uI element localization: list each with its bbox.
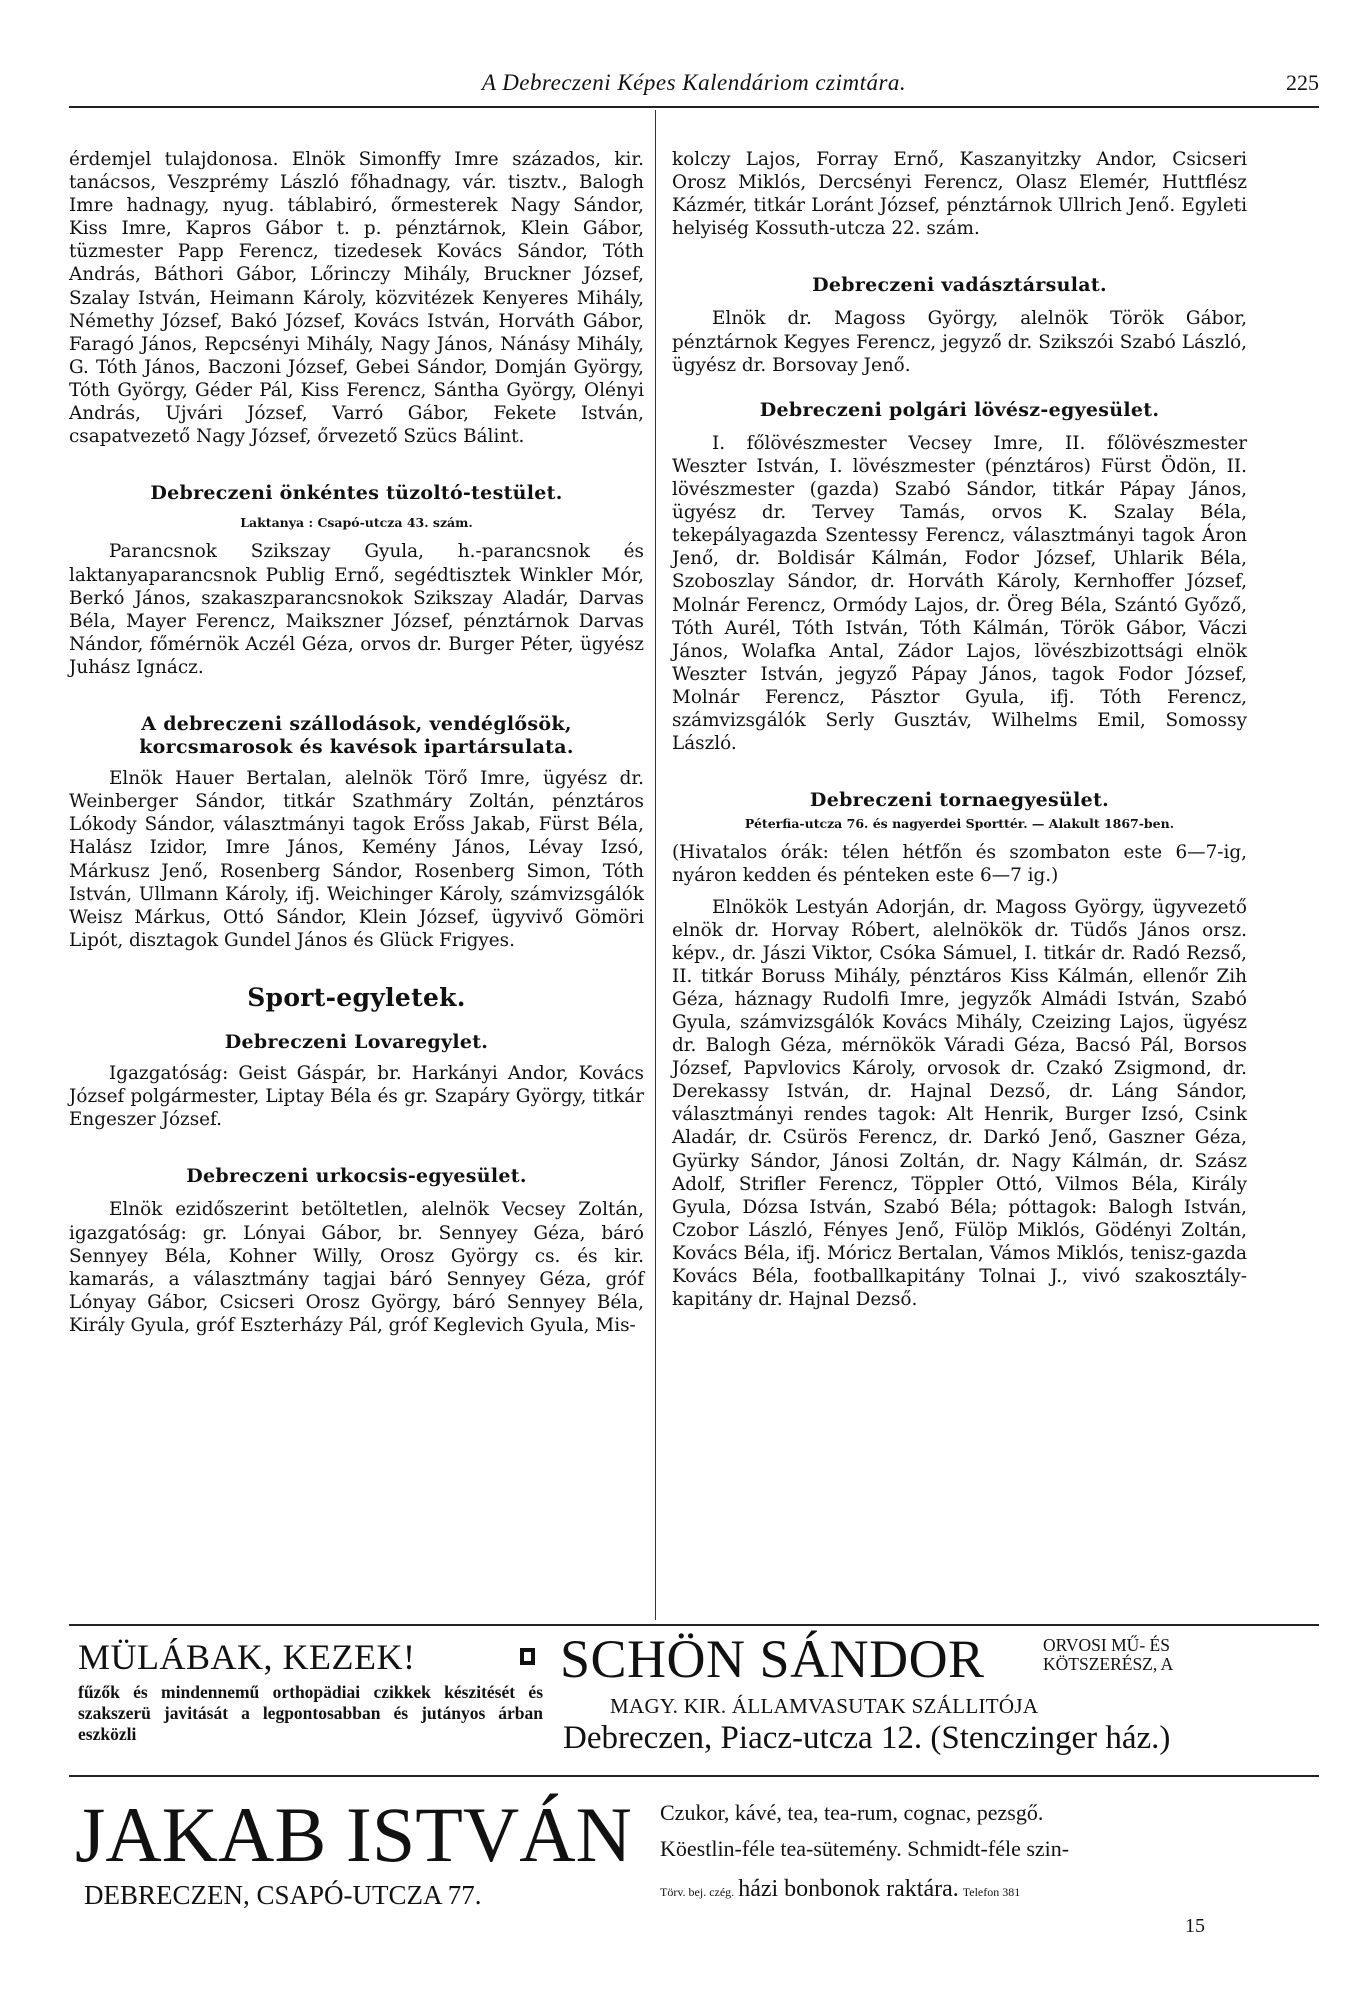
- ad-jakab-line2: Köestlin-féle tea-sütemény. Schmidt-féle szin-: [660, 1836, 1070, 1861]
- section-title-hunting: Debreczeni vadásztársulat.: [812, 274, 1107, 297]
- section-body-shooting: I. főlövészmester Vecsey Imre, II. főlövészmester Weszter István, I. lövészmester (pénztáros) Fürst Ödön, II. lövészmester (gazda) Szabó Sándor, titkár Pápay János, ügyész dr. Tervey Tamás, orvos K. Szalay Béla, tekepályagazda Szentessy Ferencz, választmányi tagok Áron Jenő, dr. Boldisár Kálmán, Fodor József, Uhlarik Béla, Szoboszlay Sándor, dr. Horváth Károly, Kernhoffer József, Molnár Ferencz, Ormódy Lajos, dr. Öreg Béla, Szántó Győző, Tóth Aurél, Tóth István, Tóth Kálmán, Török Gábor, Váczi János, Wolafka Antal, Zádor Lajos, lövészbizottsági elnök Weszter István, jegyző Pápay János, tagok Fodor József, Molnár Ferencz, Pásztor Gyula, ifj. Tóth Ferencz, számvizsgálók Serly Gusztáv, Wilhelms Emil, Somossy László.: [672, 432, 1247, 755]
- ad-jakab-phone: Telefon 381: [962, 1885, 1021, 1899]
- signature-number: 15: [1185, 1915, 1205, 1937]
- page-header: [69, 70, 1319, 104]
- continued-paragraph: kolczy Lajos, Forray Ernő, Kaszanyitzky Andor, Csicseri Orosz Miklós, Dercsényi Ferencz, Olasz Elemér, Huttflész Kázmér, titkár Loránt József, pénztárnok Ullrich Jenő. Egyleti helyiség Kossuth-utcza 22. szám.: [672, 149, 1247, 240]
- ad-jakab-address: DEBRECZEN, CSAPÓ-UTCZA 77.: [84, 1880, 482, 1910]
- section-body-fire-brigade: Parancsnok Szikszay Gyula, h.-parancsnok és laktanyaparancsnok Publig Ernő, segédtisztek Winkler Mór, Berkó János, szakaszparancsnokok Szikszay Aladár, Darvas Béla, Mayer Ferencz, Maikszner József, pénztárnok Darvas Nándor, főmérnök Aczél Géza, orvos dr. Burger Péter, ügyész Juhász Ignácz.: [69, 541, 644, 678]
- section-title-hoteliers-2: korcsmarosok és kavésok ipartársulata.: [139, 736, 574, 759]
- section-title-shooting: Debreczeni polgári lövész-egyesület.: [759, 398, 1160, 421]
- section-body-hoteliers: Elnök Hauer Bertalan, alelnök Törő Imre, ügyész dr. Weinberger Sándor, titkár Szathmáry Zoltán, pénztáros Lókody Sándor, választmányi tagok Erőss Jakab, Fürst Béla, Halász Izidor, Imre János, Kemény János, Lévay Izsó, Márkusz Jenő, Rosenberg Sándor, Rosenberg Simon, Tóth István, Ullmann Károly, ifj. Weichinger Károly, számvizsgálók Weisz Márkus, Ottó Sándor, Klein József, ügyvivő Gömöri Lipót, disztagok Gundel János és Glück Frigyes.: [69, 768, 644, 951]
- continued-paragraph: érdemjel tulajdonosa. Elnök Simonffy Imre százados, kir. tanácsos, Veszprémy László főhadnagy, vár. tisztv., Balogh Imre hadnagy, nyug. táblabiró, őrmesterek Nagy Sándor, Kiss Imre, Kapros Gábor t. p. pénztárnok, Klein Gábor, tüzmester Papp Ferencz, tizedesek Kovács Sándor, Tóth András, Báthori Gábor, Lőrinczy Mihály, Bruckner József, Szalay István, Heimann Károly, közvitézek Kenyeres Mihály, Némethy József, Bakó József, Kovács István, Horváth Gábor, Faragó János, Repcsényi Mihály, Nagy János, Nánásy Mihály, G. Tóth János, Baczoni József, Gebei Sándor, Domján György, Tóth György, Géder Pál, Kiss Ferencz, Sántha György, Olényi András, Ujvári József, Varró Gábor, Fekete István, csapatvezető Nagy József, őrvezető Szücs Bálint.: [69, 149, 644, 448]
- section-body-hunting: Elnök dr. Magoss György, alelnök Török Gábor, pénztárnok Kegyes Ferencz, jegyző dr. Szikszói Szabó László, ügyész dr. Borsovay Jenő.: [672, 308, 1247, 376]
- ad-jakab-line3: [660, 1876, 1020, 1903]
- office-hours: (Hivatalos órák: télen hétfőn és szombaton este 6—7-ig, nyáron kedden és pénteken este 6—7 ig.): [672, 842, 1247, 887]
- column-divider: [655, 110, 656, 1620]
- header-rule: [69, 106, 1319, 108]
- chapter-title-sport: Sport-egyletek.: [247, 982, 466, 1012]
- ad-schon-tagline: [1043, 1636, 1283, 1674]
- ad-mulabak-body: fűzők és mindennemű orthopädiai czikkek készitését és szakszerü javitását a legpontosabban és jutányos árban eszközli: [78, 1682, 543, 1744]
- ad-mulabak-title: MÜLÁBAK, KEZEK!: [78, 1637, 416, 1677]
- ad-jakab-name: JAKAB ISTVÁN: [75, 1791, 632, 1878]
- section-subtitle-gymnastics: Péterfia-utcza 76. és nagyerdei Sporttér. — Alakult 1867-ben.: [744, 816, 1175, 832]
- ad-schon-railway: MAGY. KIR. ÁLLAMVASUTAK SZÁLLITÓJA: [610, 1694, 1039, 1718]
- ad-rule-middle: [69, 1775, 1319, 1777]
- ad-rule-top: [69, 1624, 1319, 1626]
- ad-schon-address: Debreczen, Piacz-utcza 12. (Stenczinger ház.): [563, 1720, 1171, 1756]
- running-title: A Debreczeni Képes Kalendáriom czimtára.: [481, 70, 907, 95]
- section-title-hoteliers-1: A debreczeni szállodások, vendéglősök,: [141, 712, 572, 735]
- section-subtitle-fire-brigade: Laktanya : Csapó-utcza 43. szám.: [240, 515, 473, 531]
- ad-schon-tag-line1: ORVOSI MŰ- ÉS: [1043, 1635, 1170, 1655]
- section-body-horse-club: Igazgatóság: Geist Gáspár, br. Harkányi Andor, Kovács József polgármester, Liptay Béla és gr. Szapáry György, titkár Engeszer József.: [69, 1063, 644, 1131]
- right-column: [672, 148, 1247, 1311]
- section-title-horse-club: Debreczeni Lovaregylet.: [224, 1031, 489, 1053]
- ad-jakab-line1: Czukor, kávé, tea, tea-rum, cognac, pezsgő.: [660, 1800, 1044, 1825]
- section-body-gentleman-drivers: Elnök ezidőszerint betöltetlen, alelnök Vecsey Zoltán, igazgatóság: gr. Lónyai Gábor, br. Sennyey Géza, báró Sennyey Béla, Kohner Willy, Orosz György cs. és kir. kamarás, a választmány tagjai báró Sennyey Géza, gróf Lónyay Gábor, Csicseri Orosz György, báró Sennyey Béla, Király Gyula, gróf Eszterházy Pál, gróf Keglevich Gyula, Mis-: [69, 1199, 644, 1336]
- page-number: 225: [1286, 70, 1319, 95]
- ad-jakab-bonbons: házi bonbonok raktára.: [738, 1876, 959, 1902]
- left-column: [69, 148, 644, 1337]
- ad-jakab-registered: Törv. bej. czég.: [660, 1885, 735, 1899]
- ad-schon-tag-line2: KÖTSZERÉSZ, A: [1043, 1654, 1174, 1674]
- section-title-gentleman-drivers: Debreczeni urkocsis-egyesület.: [186, 1165, 527, 1188]
- section-title-gymnastics: Debreczeni tornaegyesület.: [809, 789, 1110, 812]
- square-ornament-icon: [520, 1648, 535, 1665]
- ad-schon-name: SCHÖN SÁNDOR: [560, 1629, 985, 1689]
- section-body-gymnastics: Elnökök Lestyán Adorján, dr. Magoss György, ügyvezető elnök dr. Horvay Róbert, alelnökök dr. Tüdős János orsz. képv., dr. Jászi Viktor, Csóka Sámuel, I. titkár dr. Radó Rezső, II. titkár Boruss Mihály, pénztáros Kiss Kálmán, ellenőr Zih Géza, háznagy Rudolfi Imre, jegyzők Almádi István, Szabó Gyula, számvizsgálók Kovács Mihály, Czeizing Lajos, ügyész dr. Balogh Géza, mérnökök Váradi Géza, Bacsó Pál, Borsos József, Papvlovics Károly, orvosok dr. Czakó Zsigmond, dr. Derekassy István, dr. Hajnal Dezső, dr. Láng Sándor, választmányi rendes tagok: Alt Henrik, Burger Izsó, Csink Aladár, dr. Csürös Ferencz, dr. Darkó Jenő, Gaszner Géza, Gyürky Sándor, Jánosi Zoltán, dr. Nagy Kálmán, dr. Szász Adolf, Strifler Ferencz, Töppler Ottó, Vilmos Béla, Király Gyula, Dózsa István, Szabó Béla; póttagok: Balogh István, Czobor László, Fényes Jenő, Fülöp Miklós, Gödényi Zoltán, Kovács Béla, ifj. Móricz Bertalan, Vámos Miklós, tenisz-gazda Kovács Béla, footballkapitány Tolnai J., vivó szakosztály-kapitány dr. Hajnal Dezső.: [672, 896, 1247, 1311]
- section-title-fire-brigade: Debreczeni önkéntes tüzoltó-testület.: [150, 482, 563, 505]
